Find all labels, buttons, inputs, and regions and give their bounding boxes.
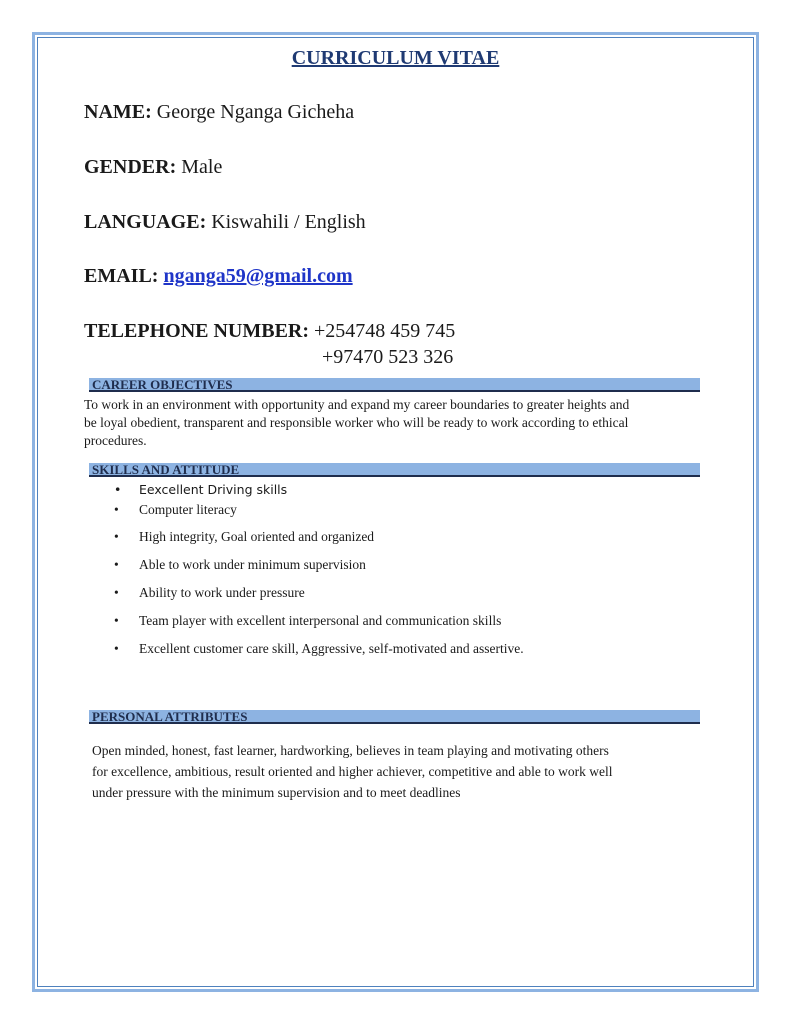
list-item [114,500,524,519]
email-label: EMAIL: [84,265,159,287]
telephone-value-2: +97470 523 326 [322,346,454,368]
gender-value: Male [181,156,223,178]
skill-text: Ability to work under pressure [139,585,305,600]
telephone-value-1: +254748 459 745 [314,320,456,342]
bullet-icon: • [114,529,119,544]
bullet-icon: • [114,557,119,572]
personal-attributes-heading: PERSONAL ATTRIBUTES [92,709,248,724]
skills-attitude-heading: SKILLS AND ATTITUDE [92,462,240,477]
telephone-label: TELEPHONE NUMBER: [84,320,310,342]
personal-attributes-bar [89,710,700,724]
career-objectives-bar [89,378,700,392]
email-field [84,265,353,288]
bullet-icon: • [114,613,119,628]
career-objectives-text [84,396,629,450]
skills-list [114,480,524,658]
skill-text: Team player with excellent interpersonal and communication skills [139,613,502,628]
list-item [114,480,524,499]
name-value: George Nganga Gicheha [156,101,355,123]
list-item [114,639,524,658]
gender-label: GENDER: [84,156,177,178]
bullet-icon: • [114,585,119,600]
name-field [84,101,354,124]
skills-attitude-bar [89,463,700,477]
personal-line: for excellence, ambitious, result oriented and higher achiever, competitive and able to work well [92,764,613,779]
personal-line: Open minded, honest, fast learner, hardworking, believes in team playing and motivating others [92,743,609,758]
email-link[interactable]: nganga59@gmail.com [163,265,353,287]
skill-text: Eexcellent Driving skills [139,482,288,497]
career-line: be loyal obedient, transparent and responsible worker who will be ready to work according to ethical [84,415,629,430]
language-field [84,211,366,234]
skill-text: Able to work under minimum supervision [139,557,366,572]
language-value: Kiswahili / English [211,211,366,233]
skill-text: High integrity, Goal oriented and organized [139,529,375,544]
bullet-icon: • [114,482,122,497]
personal-attributes-text [92,740,613,803]
list-item [114,583,524,602]
list-item [114,555,524,574]
gender-field [84,156,222,179]
personal-line: under pressure with the minimum supervision and to meet deadlines [92,785,461,800]
skill-text: Computer literacy [139,502,237,517]
telephone-field [84,320,455,343]
skill-text: Excellent customer care skill, Aggressive, self-motivated and assertive. [139,641,524,656]
bullet-icon: • [114,502,119,517]
list-item [114,527,524,546]
career-line: To work in an environment with opportunity and expand my career boundaries to greater heights and [84,397,630,412]
bullet-icon: • [114,641,119,656]
list-item [114,611,524,630]
career-objectives-heading: CAREER OBJECTIVES [92,377,233,392]
language-label: LANGUAGE: [84,211,207,233]
document-title: CURRICULUM VITAE [291,47,500,69]
career-line: procedures. [84,433,147,448]
name-label: NAME: [84,101,152,123]
